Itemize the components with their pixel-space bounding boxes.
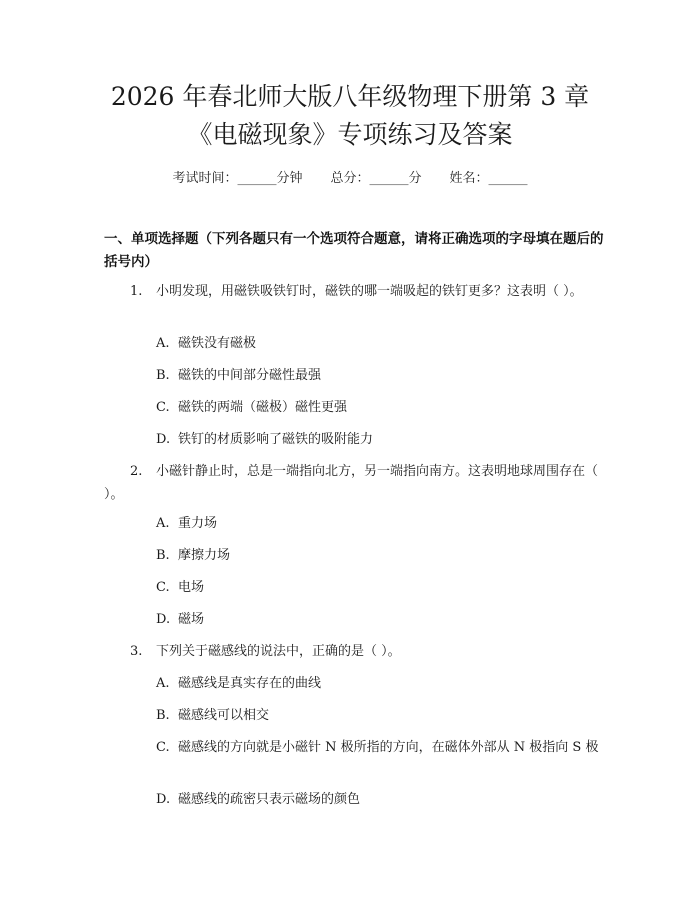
question-text: 小明发现，用磁铁吸铁钉时，磁铁的哪一端吸起的铁钉更多？这表明（ ）。 <box>156 284 583 299</box>
option-letter: D. <box>156 432 171 447</box>
option-letter: C. <box>156 400 170 415</box>
question-2-option-d <box>104 608 604 631</box>
option-letter: B. <box>156 548 170 563</box>
option-text: 磁感线的疏密只表示磁场的颜色 <box>178 792 361 807</box>
option-letter: C. <box>156 740 170 755</box>
option-letter: A. <box>156 516 170 531</box>
option-letter: A. <box>156 676 170 691</box>
option-text: 磁感线可以相交 <box>178 708 270 723</box>
title-line-2: 《电磁现象》专项练习及答案 <box>187 120 513 149</box>
option-text: 磁感线是真实存在的曲线 <box>178 676 322 691</box>
total-score: 总分：______分 <box>330 171 422 186</box>
question-number: 3. <box>130 644 143 659</box>
question-number: 1. <box>130 284 143 299</box>
question-1-option-b <box>104 364 604 387</box>
question-3-option-b <box>104 704 604 727</box>
question-3-option-c <box>104 736 604 759</box>
question-text: 小磁针静止时，总是一端指向北方，另一端指向南方。这表明地球周围存在（ ）。 <box>104 464 599 502</box>
option-text: 磁场 <box>178 612 205 627</box>
option-letter: D. <box>156 612 171 627</box>
option-letter: B. <box>156 368 170 383</box>
question-1-option-d <box>104 428 604 451</box>
option-letter: B. <box>156 708 170 723</box>
exam-info <box>0 167 700 186</box>
option-text: 铁钉的材质影响了磁铁的吸附能力 <box>178 432 374 447</box>
option-text: 摩擦力场 <box>178 548 231 563</box>
question-3-option-d <box>104 788 604 811</box>
option-text: 磁感线的方向就是小磁针 N 极所指的方向，在磁体外部从 N 极指向 S 极 <box>178 740 599 755</box>
option-text: 磁铁的中间部分磁性最强 <box>178 368 322 383</box>
option-letter: A. <box>156 336 170 351</box>
question-2 <box>104 460 604 506</box>
question-2-option-a <box>104 512 604 535</box>
question-text: 下列关于磁感线的说法中，正确的是（ ）。 <box>156 644 401 659</box>
option-text: 电场 <box>178 580 205 595</box>
question-1 <box>104 280 604 303</box>
question-1-option-a <box>104 332 604 355</box>
option-letter: C. <box>156 580 170 595</box>
option-text: 磁铁没有磁极 <box>178 336 257 351</box>
student-name: 姓名：______ <box>449 171 528 186</box>
document-title <box>0 78 700 154</box>
question-3-option-a <box>104 672 604 695</box>
option-text: 磁铁的两端（磁极）磁性更强 <box>178 400 348 415</box>
section-heading: 一、单项选择题（下列各题只有一个选项符合题意，请将正确选项的字母填在题后的括号内） <box>104 231 604 270</box>
question-3 <box>104 640 604 663</box>
question-1-option-c <box>104 396 604 419</box>
option-letter: D. <box>156 792 171 807</box>
question-2-option-c <box>104 576 604 599</box>
question-number: 2. <box>130 464 143 479</box>
question-2-option-b <box>104 544 604 567</box>
option-text: 重力场 <box>178 516 218 531</box>
title-line-1: 2026 年春北师大版八年级物理下册第 3 章 <box>110 82 590 111</box>
exam-time: 考试时间：______分钟 <box>172 171 303 186</box>
